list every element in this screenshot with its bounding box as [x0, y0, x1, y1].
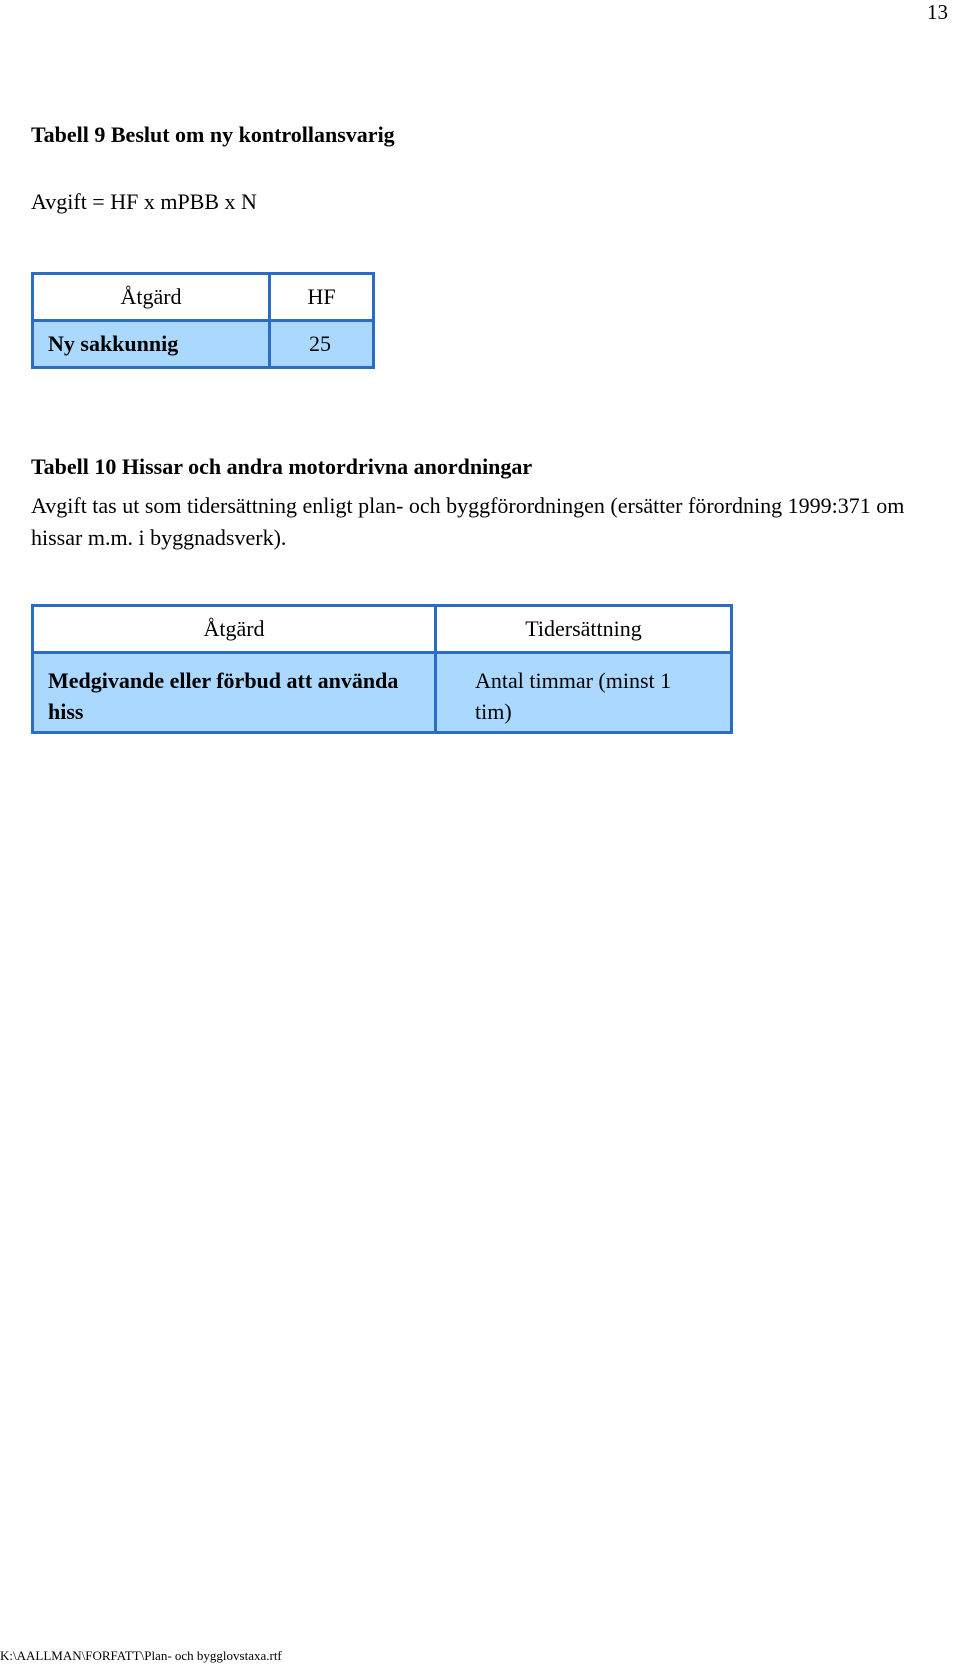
header-hf: HF [270, 274, 374, 321]
table-row [33, 321, 374, 368]
footer-file-path: K:\AALLMAN\FORFATT\Plan- och bygglovstaxa.rtf [0, 1648, 282, 1663]
table-header-row [33, 274, 374, 321]
table10-title: Tabell 10 Hissar och andra motordrivna anordningar [31, 454, 533, 479]
row-action: Medgivande eller förbud att använda hiss [33, 653, 436, 733]
row-hf-value: 25 [270, 321, 374, 368]
header-action: Åtgärd [33, 274, 270, 321]
table10 [31, 604, 733, 734]
table-row [33, 653, 732, 733]
fee-formula: Avgift = HF x mPBB x N [31, 189, 257, 214]
row-time-value: Antal timmar (minst 1 tim) [436, 653, 732, 733]
table9 [31, 272, 375, 369]
row-action: Ny sakkunnig [33, 321, 270, 368]
header-time-fee: Tidersättning [436, 606, 732, 653]
table9-title: Tabell 9 Beslut om ny kontrollansvarig [31, 122, 395, 147]
page-number: 13 [927, 0, 948, 24]
table10-description: Avgift tas ut som tidersättning enligt plan- och byggförordningen (ersätter förordning 1999:371 om hissar m.m. i byggnadsverk). [31, 493, 905, 550]
header-action: Åtgärd [33, 606, 436, 653]
table-header-row [33, 606, 732, 653]
